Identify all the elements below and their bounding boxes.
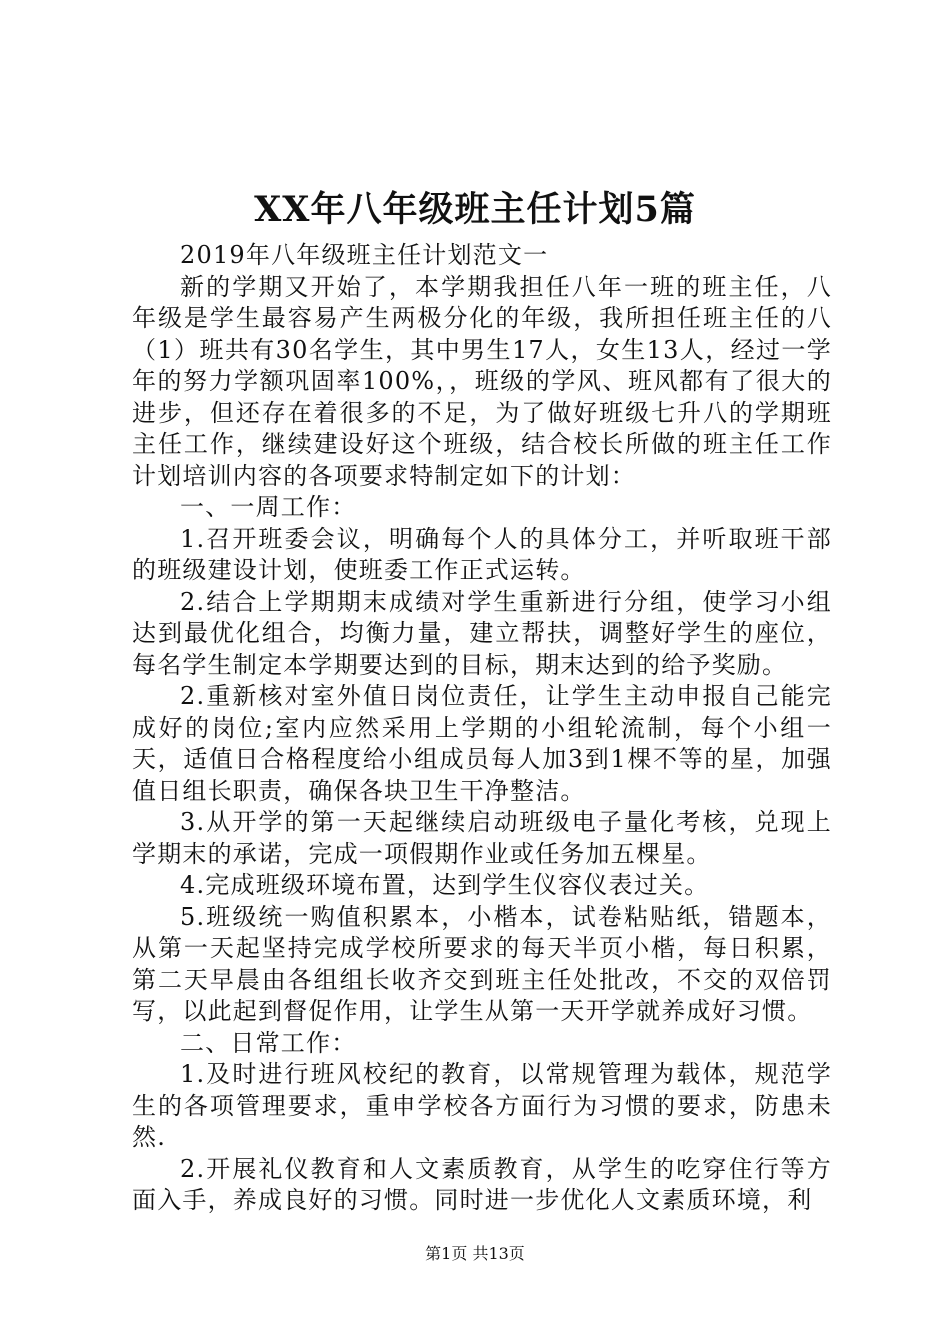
paragraph: 2.开展礼仪教育和人文素质教育，从学生的吃穿住行等方面入手，养成良好的习惯。同时进一步优化人文素质环境，利: [132, 1154, 832, 1214]
paragraph: 3.从开学的第一天起继续启动班级电子量化考核，兑现上学期末的承诺，完成一项假期作业或任务加五棵星。: [132, 808, 832, 868]
paragraph: 5.班级统一购值积累本，小楷本，试卷粘贴纸，错题本，从第一天起坚持完成学校所要求的每天半页小楷，每日积累，第二天早晨由各组组长收齐交到班主任处批改，不交的双倍罚写，以此起到督促作用，让学生从第一天开学就养成好习惯。: [132, 902, 832, 1025]
page-number-footer: 第1页 共13页: [425, 1244, 525, 1263]
paragraph: 1.召开班委会议，明确每个人的具体分工，并听取班干部的班级建设计划，使班委工作正式运转。: [132, 524, 832, 584]
paragraph: 1.及时进行班风校纪的教育，以常规管理为载体，规范学生的各项管理要求，重申学校各方面行为习惯的要求，防患未然.: [132, 1060, 832, 1151]
paragraph: 2.结合上学期期末成绩对学生重新进行分组，使学习小组达到最优化组合，均衡力量，建立帮扶，调整好学生的座位，每名学生制定本学期要达到的目标，期末达到的给予奖励。: [132, 587, 832, 679]
paragraph: 2019年八年级班主任计划范文一: [180, 241, 549, 269]
paragraph: 新的学期又开始了，本学期我担任八年一班的班主任，八年级是学生最容易产生两极分化的年级，我所担任班主任的八（1）班共有30名学生，其中男生17人，女生13人，经过一学年的努力学额巩固率100%，，班级的学风、班风都有了很大的进步，但还存在着很多的不足，为了做好班级七升八的学期班主任工作，继续建设好这个班级，结合校长所做的班主任工作计划培训内容的各项要求特制定如下的计划：: [132, 272, 832, 490]
document-body: [132, 240, 832, 1217]
document-title: XX年八年级班主任计划5篇: [254, 189, 696, 230]
paragraph: 4.完成班级环境布置，达到学生仪容仪表过关。: [180, 871, 710, 899]
paragraph: 2.重新核对室外值日岗位责任，让学生主动申报自己能完成好的岗位;室内应然采用上学期的小组轮流制，每个小组一天，适值日合格程度给小组成员每人加3到1棵不等的星，加强值日组长职责，确保各块卫生干净整洁。: [132, 682, 832, 805]
paragraph: 二、日常工作：: [180, 1028, 357, 1057]
paragraph: 一、一周工作：: [180, 493, 357, 521]
